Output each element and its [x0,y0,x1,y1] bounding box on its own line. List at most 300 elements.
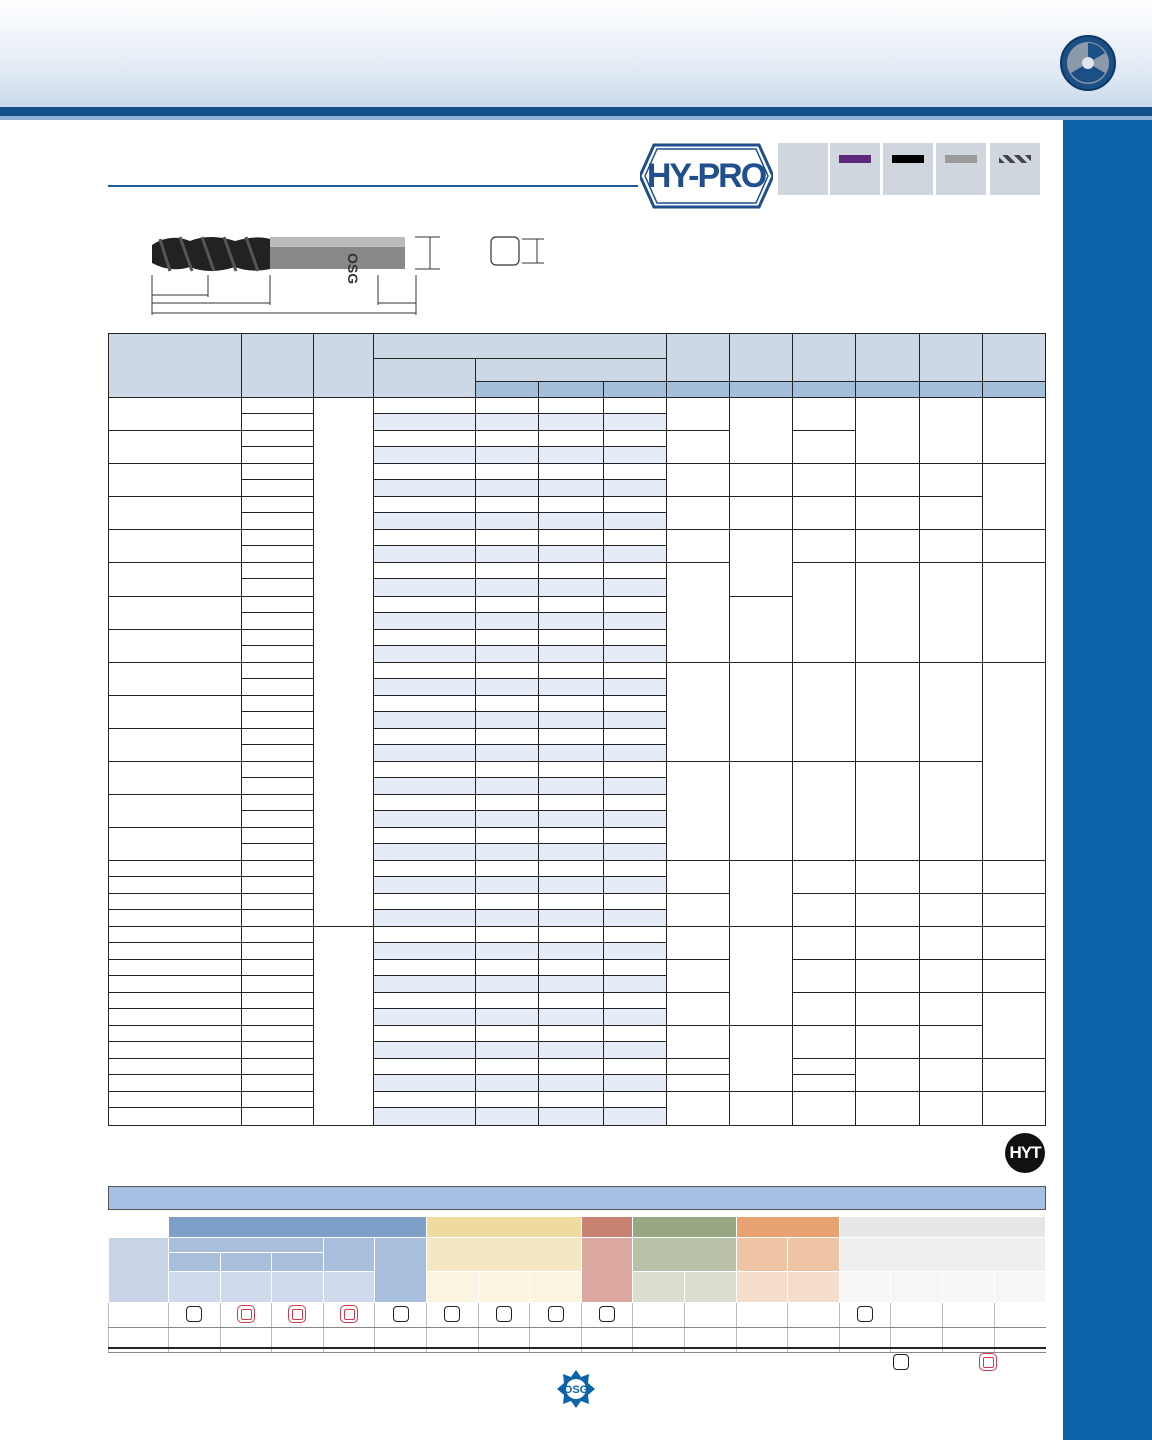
spec-cell [603,530,666,546]
spec-cell [476,943,539,960]
spec-cell [539,612,603,629]
spec-cell [476,497,539,513]
spec-cell [539,827,603,843]
material-cell [375,1238,427,1303]
material-cell [685,1272,737,1303]
spec-cell [539,993,603,1009]
spec-cell [242,480,313,497]
spec-cell [373,877,475,894]
spec-cell [476,359,667,382]
spec-cell [109,794,242,827]
spec-cell [539,563,603,579]
spec-cell [109,927,242,943]
spec-cell [242,629,313,645]
spec-cell [242,993,313,1009]
spec-cell [242,497,313,513]
spec-cell [793,382,856,398]
spec-cell [476,827,539,843]
material-cell [581,1217,633,1238]
spec-cell [793,334,856,382]
spec-cell [793,530,856,563]
spec-cell [982,398,1045,464]
spec-cell [603,960,666,976]
spec-cell [109,563,242,596]
spec-cell [793,894,856,927]
spec-cell [109,1042,242,1059]
spec-cell [920,861,982,894]
spec-cell [603,1009,666,1026]
spec-cell [539,761,603,777]
spec-cell [920,398,982,464]
spec-cell [982,334,1045,382]
material-cell [736,1238,788,1272]
spec-cell [373,464,475,480]
spec-cell [603,678,666,695]
spec-cell [729,530,792,596]
material-section-bar [108,1186,1046,1210]
table-row [109,334,1046,359]
material-cell [169,1303,221,1328]
spec-cell [373,927,475,943]
spec-cell [666,431,729,464]
spec-cell [982,530,1045,563]
material-cell [169,1272,221,1303]
spec-cell [729,596,792,662]
spec-cell [242,761,313,777]
table-row [109,1026,1046,1042]
hyt-badge: HYT [1005,1133,1045,1173]
spec-cell [666,662,729,761]
material-cell [272,1272,324,1303]
spec-cell [603,1026,666,1042]
spec-cell [729,497,792,530]
spec-cell [109,431,242,464]
spec-cell [603,1042,666,1059]
spec-cell [603,579,666,596]
material-cell [220,1272,272,1303]
spec-cell [539,1042,603,1059]
spec-cell [603,744,666,761]
spec-cell [242,596,313,612]
spec-cell [539,728,603,744]
spec-cell [109,1108,242,1126]
spec-cell [109,334,242,398]
spec-cell [603,464,666,480]
material-cell [169,1238,324,1253]
spec-cell [539,382,603,398]
table-row [109,1217,1046,1238]
spec-cell [242,662,313,678]
spec-cell [476,761,539,777]
header-rule-light [0,116,1152,120]
spec-cell [109,1059,242,1075]
material-cell [272,1303,324,1328]
spec-cell [539,1009,603,1026]
spec-table [108,333,1046,1126]
spec-cell [109,761,242,794]
spec-cell [109,827,242,860]
material-cell [891,1303,943,1328]
spec-cell [539,976,603,993]
spec-cell [242,777,313,794]
spec-cell [109,943,242,960]
spec-cell [729,398,792,464]
spec-cell [242,1009,313,1026]
spec-cell [242,431,313,447]
spec-cell [476,645,539,662]
spec-cell [666,1026,729,1059]
spec-cell [539,1075,603,1092]
spec-cell [666,1092,729,1126]
spec-cell [373,629,475,645]
spec-cell [539,398,603,414]
material-cell [736,1272,788,1303]
spec-cell [603,447,666,464]
spec-cell [242,794,313,810]
spec-cell [920,497,982,530]
spec-cell [242,1092,313,1108]
spec-cell [539,744,603,761]
spec-cell [603,794,666,810]
spec-cell [476,546,539,563]
material-cell [109,1303,169,1328]
spec-cell [476,1092,539,1108]
spec-cell [242,1026,313,1042]
spec-cell [793,993,856,1026]
material-cell [427,1303,479,1328]
spec-cell [109,629,242,662]
spec-cell [242,810,313,827]
table-row [109,497,1046,513]
ok-mark-icon [599,1306,615,1322]
spec-cell [109,910,242,927]
spec-cell [603,1108,666,1126]
table-row [109,960,1046,976]
spec-cell [539,927,603,943]
spec-cell [539,843,603,860]
spec-cell [373,662,475,678]
spec-cell [373,334,666,359]
spec-cell [539,678,603,695]
spec-cell [603,546,666,563]
spec-cell [666,927,729,960]
spec-cell [373,480,475,497]
spec-cell [476,431,539,447]
material-cell [272,1253,324,1272]
spec-cell [539,464,603,480]
spec-cell [109,993,242,1009]
spec-cell [373,579,475,596]
spec-cell [603,976,666,993]
material-cell [788,1238,840,1272]
spec-cell [539,546,603,563]
spec-cell [373,728,475,744]
spec-cell [373,993,475,1009]
spec-cell [856,861,920,894]
spec-cell [476,976,539,993]
spec-cell [982,1059,1045,1092]
spec-cell [242,843,313,860]
spec-cell [373,398,475,414]
material-table [108,1216,1046,1353]
material-cell [530,1303,582,1328]
material-cell [736,1217,839,1238]
osg-logo-icon [556,1369,596,1409]
spec-cell [109,894,242,910]
best-mark-icon [288,1305,306,1323]
spec-cell [373,612,475,629]
spec-cell [539,662,603,678]
spec-cell [476,993,539,1009]
spec-cell [920,563,982,662]
legend-best-icon [979,1353,997,1371]
material-cell [427,1217,582,1238]
spec-cell [242,464,313,480]
spec-cell [109,1092,242,1108]
spec-cell [603,711,666,728]
spec-cell [476,877,539,894]
material-cell [109,1238,169,1303]
spec-cell [242,563,313,579]
spec-cell [373,943,475,960]
spec-cell [539,810,603,827]
spec-cell [313,334,373,398]
spec-cell [539,777,603,794]
spec-cell [729,662,792,761]
spec-cell [982,861,1045,894]
spec-cell [729,927,792,1026]
spec-cell [242,1075,313,1092]
spec-cell [373,861,475,877]
spec-cell [539,695,603,711]
legend-ok-icon [893,1354,909,1370]
spec-cell [373,447,475,464]
spec-cell [373,827,475,843]
coating-swatch-blank [778,143,828,195]
spec-cell [982,960,1045,993]
spec-cell [539,629,603,645]
spec-cell [603,563,666,579]
spec-cell [476,960,539,976]
spec-cell [242,334,313,398]
spec-cell [242,530,313,546]
spec-cell [603,777,666,794]
spec-cell [476,398,539,414]
spec-cell [920,662,982,761]
material-cell [788,1303,840,1328]
spec-cell [666,993,729,1026]
spec-cell [539,530,603,546]
spec-cell [242,877,313,894]
spec-cell [603,513,666,530]
table-row [109,1092,1046,1108]
spec-cell [476,596,539,612]
spec-cell [856,1026,920,1059]
material-cell [788,1272,840,1303]
spec-cell [539,894,603,910]
spec-cell [109,695,242,728]
spec-cell [109,497,242,530]
spec-cell [476,777,539,794]
spec-cell [666,761,729,860]
spec-cell [793,464,856,497]
material-cell [220,1303,272,1328]
spec-cell [982,662,1045,860]
spec-cell [603,827,666,843]
spec-cell [476,464,539,480]
spec-cell [109,861,242,877]
spec-cell [603,629,666,645]
spec-cell [603,877,666,894]
right-sidebar [1063,120,1152,1440]
material-cell [169,1253,221,1272]
spec-cell [242,678,313,695]
spec-cell [666,861,729,894]
spec-cell [603,927,666,943]
spec-cell [109,728,242,761]
spec-cell [539,861,603,877]
material-cell [427,1238,582,1272]
spec-cell [920,761,982,860]
coating-swatch-stripe [990,143,1040,195]
ok-mark-icon [496,1306,512,1322]
spec-cell [603,695,666,711]
table-row [109,662,1046,678]
best-mark-icon [237,1305,255,1323]
material-cell [891,1272,943,1303]
spec-cell [539,943,603,960]
spec-cell [373,1042,475,1059]
spec-cell [242,414,313,431]
spec-cell [476,744,539,761]
spec-cell [373,894,475,910]
spec-cell [982,927,1045,960]
svg-text:OSG: OSG [345,253,361,285]
material-cell [633,1238,736,1272]
spec-cell [476,894,539,910]
material-cell [169,1217,427,1238]
spec-cell [666,530,729,563]
spec-cell [666,382,729,398]
spec-cell [476,861,539,877]
spec-cell [373,678,475,695]
spec-cell [603,728,666,744]
spec-cell [373,1059,475,1075]
best-mark-icon [340,1305,358,1323]
spec-cell [242,579,313,596]
spec-cell [856,993,920,1026]
table-row [109,761,1046,777]
spec-cell [373,563,475,579]
spec-cell [476,612,539,629]
spec-cell [603,414,666,431]
spec-cell [539,497,603,513]
spec-cell [982,993,1045,1059]
table-row [109,398,1046,414]
square-shank-icon [491,237,519,265]
material-cell [685,1303,737,1328]
spec-cell [539,414,603,431]
spec-cell [242,827,313,843]
spec-cell [856,1059,920,1092]
spec-cell [242,976,313,993]
spec-cell [666,464,729,497]
table-row [109,1272,1046,1303]
spec-cell [373,960,475,976]
spec-cell [603,1075,666,1092]
spec-cell [242,645,313,662]
spec-cell [109,877,242,894]
spec-cell [242,943,313,960]
spec-cell [603,662,666,678]
spec-cell [729,1092,792,1126]
spec-cell [856,398,920,464]
spec-cell [793,927,856,960]
spec-cell [856,530,920,563]
spec-cell [603,431,666,447]
spec-cell [242,728,313,744]
spec-cell [373,596,475,612]
spec-cell [603,993,666,1009]
spec-cell [793,960,856,993]
spec-cell [373,1009,475,1026]
material-cell [323,1303,375,1328]
spec-cell [856,894,920,927]
spec-cell [476,1042,539,1059]
material-cell [736,1303,788,1328]
spec-cell [920,960,982,993]
material-cell [633,1272,685,1303]
spec-cell [109,530,242,563]
coating-swatch-purple [830,143,880,195]
material-cell [942,1303,994,1328]
spec-cell [109,1075,242,1092]
table-row [109,993,1046,1009]
spec-cell [476,794,539,810]
spec-cell [476,563,539,579]
spec-cell [603,943,666,960]
spec-cell [242,612,313,629]
spec-cell [920,1092,982,1126]
spec-cell [109,960,242,976]
spec-cell [729,464,792,497]
spec-cell [373,1075,475,1092]
spec-cell [476,1026,539,1042]
spec-cell [109,596,242,629]
spec-cell [373,843,475,860]
spec-cell [793,431,856,464]
spec-cell [729,761,792,860]
table-bottom-rule [108,1347,1046,1349]
material-cell [839,1238,1045,1272]
material-cell [942,1272,994,1303]
spec-cell [476,1059,539,1075]
spec-cell [476,1108,539,1126]
spec-cell [793,861,856,894]
spec-cell [373,695,475,711]
spec-cell [793,1092,856,1126]
spec-cell [476,1075,539,1092]
spec-cell [729,1026,792,1092]
spec-cell [373,761,475,777]
spec-cell [603,612,666,629]
spec-cell [373,810,475,827]
material-cell [581,1303,633,1328]
material-cell [427,1272,479,1303]
spec-cell [920,464,982,497]
spec-cell [982,563,1045,662]
spec-cell [539,711,603,728]
